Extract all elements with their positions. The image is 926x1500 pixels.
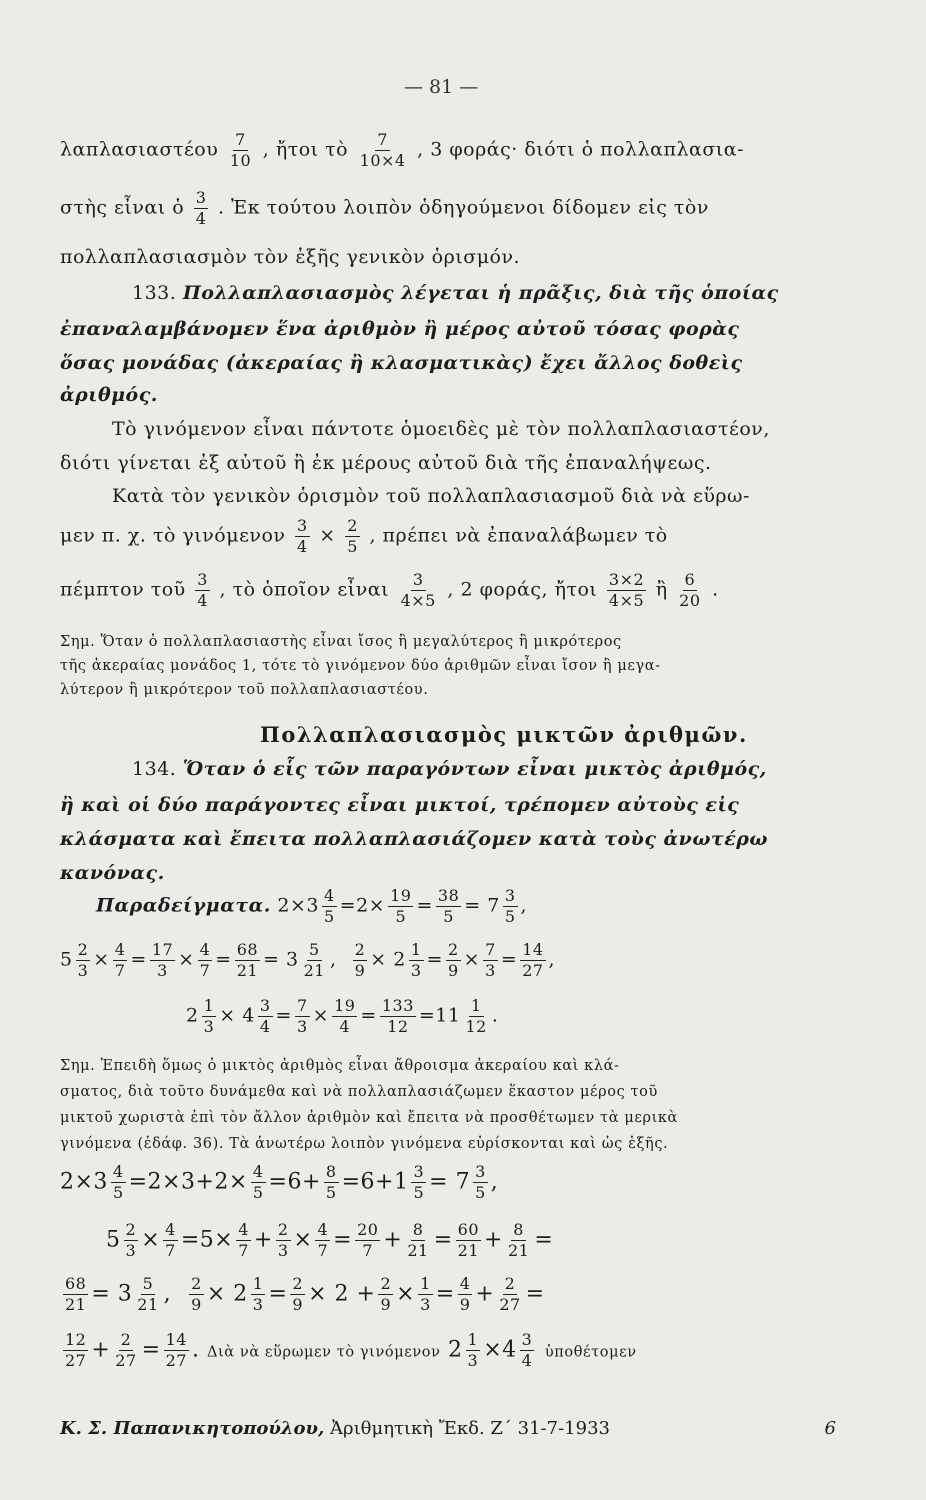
note-line: τῆς ἀκεραίας μονάδος 1, τότε τὸ γινόμενον δύο ἀριθμῶν εἶναι ἴσον ἢ μεγα- [60,658,661,674]
fraction: $\frac{6}{20}$ [679,570,701,610]
fraction: $\frac{3\times 2}{4\times 5}$ [608,570,645,610]
section-heading: Πολλαπλασιασμὸς μικτῶν ἀριθμῶν. [260,722,748,747]
paragraph-line: πέμπτον τοῦ $\frac{3}{4}$ , τὸ ὁποῖον εἶναι $\frac{3}{4\times 5}$ , 2 φοράς, ἤτοι $\frac{3\times 2}{4\times 5}$ ἢ $\frac{6}{20}$ . [60,570,719,610]
footer-title: Ἀριθμητικὴ Ἔκδ. Ζ΄ 31-7-1933 [330,1418,610,1439]
example-equation: 5 $\frac{2}{3}$ × $\frac{4}{7}$ = $\frac{17}{3}$ × $\frac{4}{7}$ = $\frac{68}{21}$ = 3 $\frac{5}{21}$ , $\frac{2}{9}$ × 2 $\frac{1}{3}$ = $\frac{2}{9}$ × $\frac{7}{3}$ = $\frac{14}{27}$ , [60,940,556,980]
paragraph-line: μεν π. χ. τὸ γινόμενον $\frac{3}{4}$ × $\frac{2}{5}$ , πρέπει νὰ ἐπαναλάβωμεν τὸ [60,516,668,556]
section-133-line: ὅσας μονάδας (ἀκεραίας ἢ κλασματικὰς) ἔχει ἄλλος δοθεὶς [60,352,743,374]
note-line: γινόμενα (ἐδάφ. 36). Τὰ ἀνωτέρω λοιπὸν γινόμενα εὑρίσκονται καὶ ὡς ἑξῆς. [60,1136,669,1152]
section-133-line: ἐπαναλαμβάνομεν ἕνα ἀριθμὸν ἢ μέρος αὐτοῦ τόσας φορὰς [60,318,740,340]
fraction: $\frac{3}{4\times 5}$ [400,570,436,610]
expansion-equation: $\frac{68}{21}$ = 3 $\frac{5}{21}$ , $\frac{2}{9}$ × 2 $\frac{1}{3}$ = $\frac{2}{9}$ × 2 + $\frac{2}{9}$ × $\frac{1}{3}$ = $\frac{4}{9}$ + $\frac{2}{27}$ = [65,1274,545,1314]
section-134-line: ἢ καὶ οἱ δύο παράγοντες εἶναι μικτοί, τρέπομεν αὐτοὺς εἰς [60,794,740,816]
note-line: μικτοῦ χωριστὰ ἐπὶ τὸν ἄλλον ἀριθμὸν καὶ ἔπειτα νὰ προσθέτωμεν τὰ μερικὰ [60,1110,678,1126]
paragraph-line: Τὸ γινόμενον εἶναι πάντοτε ὁμοειδὲς μὲ τὸν πολλαπλασιαστέον, [112,418,770,440]
section-133-line: 133. Πολλαπλασιασμὸς λέγεται ἡ πρᾶξις, διὰ τῆς ὁποίας [132,282,779,304]
signature-mark: 6 [824,1418,836,1439]
note-line: Σημ. Ὅταν ὁ πολλαπλασιαστὴς εἶναι ἴσος ἢ μεγαλύτερος ἢ μικρότερος [60,634,622,650]
fraction: $\frac{7}{10\times 4}$ [359,130,406,170]
paragraph-line: στὴς εἶναι ὁ $\frac{3}{4}$ . Ἐκ τούτου λοιπὸν ὁδηγούμενοι δίδομεν εἰς τὸν [60,188,709,228]
trailing-text: Διὰ νὰ εὕρωμεν τὸ γινόμενον [206,1344,441,1361]
section-133-line: ἀριθμός. [60,384,158,406]
fraction: $\frac{3}{4}$ [297,516,308,556]
footer-author: Κ. Σ. Παπανικητοπούλου, [60,1418,325,1439]
paragraph-line: διότι γίνεται ἐξ αὐτοῦ ἢ ἐκ μέρους αὐτοῦ διὰ τῆς ἐπαναλήψεως. [60,452,712,474]
fraction: $\frac{7}{10}$ [229,130,252,170]
note-line: λύτερον ἢ μικρότερον τοῦ πολλαπλασιαστέου. [60,682,429,698]
expansion-equation: $\frac{12}{27}$ + $\frac{2}{27}$ = $\frac{14}{27}$ . Διὰ νὰ εὕρωμεν τὸ γινόμενον 2 $\frac{1}{3}$ ×4 $\frac{3}{4}$ ὑποθέτομεν [65,1330,637,1370]
note-line: Σημ. Ἐπειδὴ ὅμως ὁ μικτὸς ἀριθμὸς εἶναι ἄθροισμα ἀκεραίου καὶ κλά- [60,1058,620,1074]
paragraph-line: λαπλασιαστέου $\frac{7}{10}$ , ἤτοι τὸ $\frac{7}{10\times 4}$ , 3 φοράς· διότι ὁ πολλαπλασια- [60,130,745,170]
note-line: σματος, διὰ τοῦτο δυνάμεθα καὶ νὰ πολλαπλασιάζωμεν ἕκαστον μέρος τοῦ [60,1084,658,1100]
expansion-equation: 5 $\frac{2}{3}$ × $\frac{4}{7}$ =5× $\frac{4}{7}$ + $\frac{2}{3}$ × $\frac{4}{7}$ = $\frac{20}{7}$ + $\frac{8}{21}$ = $\frac{60}{21}$ + $\frac{8}{21}$ = [106,1220,554,1260]
example-equation: 2 $\frac{1}{3}$ × 4 $\frac{3}{4}$ = $\frac{7}{3}$ × $\frac{19}{4}$ = $\frac{133}{12}$ =11 $\frac{1}{12}$ . [186,996,499,1036]
trailing-text: ὑποθέτομεν [544,1344,637,1361]
example-equation: Παραδείγματα. 2×3 $\frac{4}{5}$ =2× $\frac{19}{5}$ = $\frac{38}{5}$ = 7 $\frac{3}{5}$ , [96,886,528,926]
fraction: $\frac{3}{4}$ [195,188,207,228]
section-134-line: κανόνας. [60,862,165,884]
paragraph-line: πολλαπλασιασμὸν τὸν ἑξῆς γενικὸν ὁρισμόν. [60,246,521,268]
section-134-line: 134. Ὅταν ὁ εἷς τῶν παραγόντων εἶναι μικτὸς ἀριθμός, [132,758,767,780]
expansion-equation: 2×3 $\frac{4}{5}$ =2×3+2× $\frac{4}{5}$ =6+ $\frac{8}{5}$ =6+1 $\frac{3}{5}$ = 7 $\frac{3}{5}$ , [60,1162,499,1202]
section-134-line: κλάσματα καὶ ἔπειτα πολλαπλασιάζομεν κατὰ τοὺς ἀνωτέρω [60,828,768,850]
fraction: $\frac{2}{5}$ [347,516,358,556]
paragraph-line: Κατὰ τὸν γενικὸν ὁρισμὸν τοῦ πολλαπλασιασμοῦ διὰ νὰ εὕρω- [112,485,750,507]
fraction: $\frac{3}{4}$ [197,570,208,610]
page-number: — 81 — [404,76,479,98]
footer [60,1418,866,1439]
